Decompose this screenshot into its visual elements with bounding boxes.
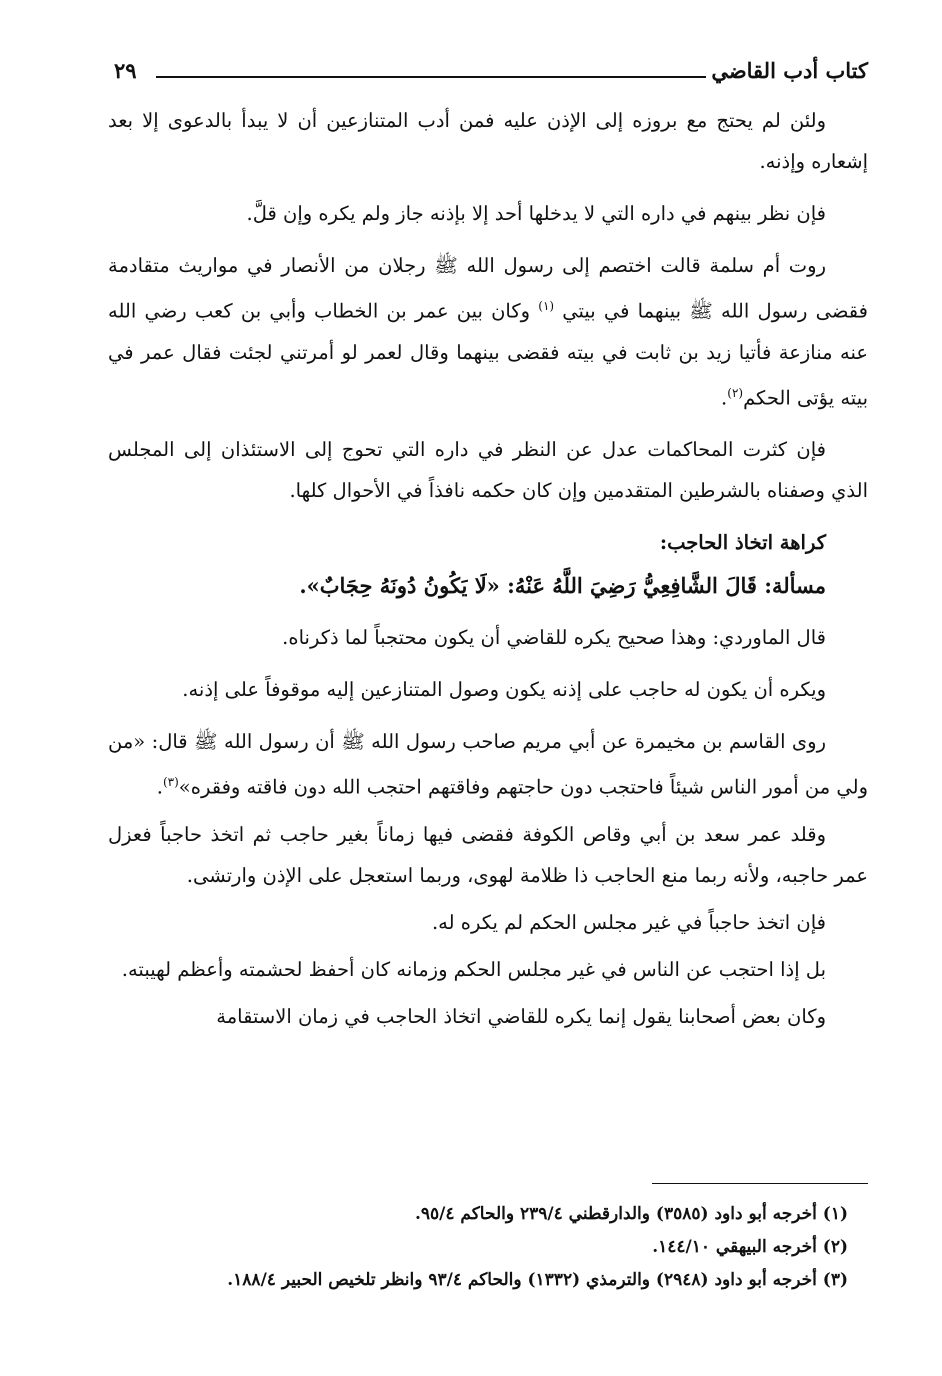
- main-text: [108, 100, 868, 1043]
- footnote: (٣) أخرجه أبو داود (٢٩٤٨) والترمذي (١٣٣٢) والحاكم ٩٣/٤ وانظر تلخيص الحبير ١٨٨/٤.: [227, 1270, 848, 1290]
- paragraph: فإن كثرت المحاكمات عدل عن النظر في داره التي تحوج إلى الاستئذان إلى المجلس الذي وصفناه بالشرطين المتقدمين وإن كان حكمه نافذاً في الأحوال كلها.: [108, 438, 868, 502]
- masala-statement: [108, 565, 868, 606]
- paragraph: روى القاسم بن مخيمرة عن أبي مريم صاحب رسول الله ﷺ أن رسول الله ﷺ قال: «من ولي من أمور الناس شيئاً فاحتجب دون حاجتهم وفاقتهم احتجب الله دون فاقته وفقره»$^{(٣)}$.: [108, 730, 868, 799]
- paragraph-text: روى القاسم بن مخيمرة عن أبي مريم صاحب رسول الله ﷺ أن رسول الله ﷺ قال: «من ولي من أمور الناس شيئاً فاحتجب دون حاجتهم وفاقتهم احتجب الله دون فاقته وفقره»: [108, 730, 868, 799]
- masala-quote: «لَا يَكُونُ دُونَهُ حِجَابٌ».: [299, 573, 500, 598]
- paragraph: بل إذا احتجب عن الناس في غير مجلس الحكم وزمانه كان أحفظ لحشمته وأعظم لهيبته.: [121, 957, 826, 981]
- section-heading: كراهة اتخاذ الحاجب:: [659, 531, 826, 554]
- paragraph: وكان بعض أصحابنا يقول إنما يكره للقاضي اتخاذ الحاجب في زمان الاستقامة: [216, 1004, 826, 1028]
- paragraph: روت أم سلمة قالت اختصم إلى رسول الله ﷺ رجلان من الأنصار في مواريث متقادمة فقضى رسول الله ﷺ بينهما في بيتي $^{(١)}$ وكان بين عمر بن الخطاب وأبي بن كعب رضي الله عنه منازعة فأتيا زيد بن ثابت في بيته فقضى بينهما وقال لعمر لو أمرتني لجئت فقال عمر في بيته يؤتى الحكم$^{(٢)}$.: [108, 254, 868, 409]
- footnote-ref: (٢): [727, 385, 744, 400]
- paragraph: ويكره أن يكون له حاجب على إذنه يكون وصول المتنازعين إليه موقوفاً على إذنه.: [182, 678, 826, 701]
- footnotes: [108, 1198, 868, 1297]
- paragraph-text: روت أم سلمة قالت اختصم إلى رسول الله ﷺ رجلان من الأنصار في مواريث متقادمة فقضى رسول الله ﷺ بينهما في بيتي: [108, 254, 868, 323]
- paragraph: وقلد عمر سعد بن أبي وقاص الكوفة فقضى فيها زماناً بغير حاجب ثم اتخذ حاجباً فعزل عمر حاجبه، ولأنه ربما منع الحاجب ذا ظلامة لهوى، وربما استعجل على الإذن وارتشى.: [108, 822, 868, 887]
- header-rule: [156, 76, 706, 78]
- footnote: (١) أخرجه أبو داود (٣٥٨٥) والدارقطني ٢٣٩/٤ والحاكم ٩٥/٤.: [414, 1204, 848, 1224]
- paragraph: ولئن لم يحتج مع بروزه إلى الإذن عليه فمن أدب المتنازعين أن لا يبدأ بالدعوى إلا بعد إشعاره وإذنه.: [108, 109, 868, 173]
- paragraph: فإن اتخذ حاجباً في غير مجلس الحكم لم يكره له.: [431, 910, 826, 934]
- footnote-divider: [652, 1183, 868, 1184]
- masala-prefix: مسألة: قَالَ الشَّافِعِيُّ رَضِيَ اللَّهُ عَنْهُ:: [507, 573, 826, 598]
- page-number: ٢٩: [114, 58, 137, 83]
- paragraph: قال الماوردي: وهذا صحيح يكره للقاضي أن يكون محتجباً لما ذكرناه.: [282, 626, 826, 649]
- paragraph-text: وكان بين عمر بن الخطاب وأبي بن كعب رضي الله عنه منازعة فأتيا زيد بن ثابت في بيته فقضى بينهما وقال لعمر لو أمرتني لجئت فقال عمر في بيته يؤتى الحكم: [108, 299, 868, 409]
- paragraph: فإن نظر بينهم في داره التي لا يدخلها أحد إلا بإذنه جاز ولم يكره وإن قلَّ.: [246, 202, 826, 225]
- footnote: (٢) أخرجه البيهقي ١٤٤/١٠.: [652, 1237, 848, 1257]
- page-header: [108, 58, 868, 94]
- footnote-ref: (٣): [162, 775, 179, 789]
- running-title: كتاب أدب القاضي: [711, 58, 868, 83]
- footnote-ref: (١): [538, 299, 555, 313]
